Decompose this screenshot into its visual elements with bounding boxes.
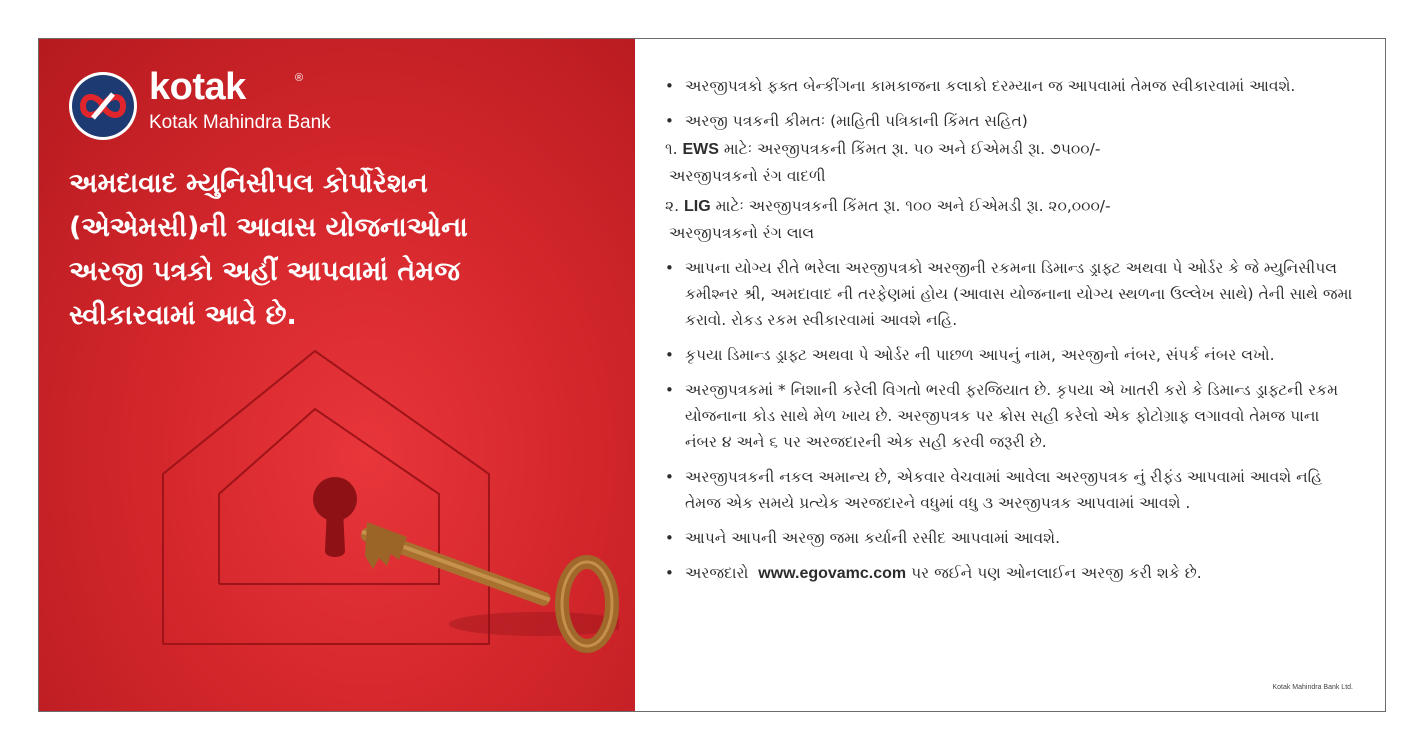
list-item	[665, 255, 1355, 333]
bullet-icon: •	[665, 564, 674, 582]
list-item	[665, 525, 1355, 551]
logo-circle	[69, 72, 137, 140]
price-item-category: LIG	[683, 198, 711, 215]
bullet-icon: •	[665, 346, 674, 364]
brand-subtitle: Kotak Mahindra Bank	[149, 112, 331, 133]
kotak-logo	[69, 66, 369, 142]
keyhole-icon	[313, 477, 357, 557]
price-item-category: EWS	[682, 141, 719, 158]
headline-line: અરજી પત્રકો અહીં આપવામાં તેમજ	[69, 256, 460, 287]
infinity-logo-icon	[72, 75, 134, 137]
online-prefix: અરજદારો	[685, 564, 749, 582]
headline-line: સ્વીકારવામાં આવે છે.	[69, 300, 297, 331]
list-item	[665, 464, 1355, 516]
price-item-color: અરજીપત્રકનો રંગ લાલ	[669, 224, 815, 242]
term-text: આપના યોગ્ય રીતે ભરેલા અરજીપત્રકો અરજીની રકમના ડિમાન્ડ ડ્રાફ્ટ અથવા પે ઓર્ડર કે જે મ્યુનિસીપલ કમીશ્નર શ્રી, અમદાવાદ ની તરફેણમાં હોય (આવાસ યોજનાના યોગ્ય સ્થળના ઉલ્લેખ સાથે) તેની સાથે જમા કરાવો. રોકડ રકમ સ્વીકારવામાં આવશે નહિ.	[685, 259, 1353, 329]
advertisement	[38, 38, 1386, 712]
bullet-icon: •	[665, 77, 674, 95]
term-text: અરજીપત્રકમાં * નિશાની કરેલી વિગતો ભરવી ફરજિયાત છે. કૃપયા એ ખાતરી કરો કે ડિમાન્ડ ડ્રાફ્ટની રકમ યોજનાના કોડ સાથે મેળ ખાય છે. અરજીપત્રક પર ક્રોસ સહી કરેલો એક ફોટોગ્રાફ લગાવવો તેમજ પાના નંબર ૪ અને ૬ પર અરજદારની એક સહી કરવી જરૂરી છે.	[685, 381, 1339, 451]
price-item-number: ૧.	[665, 140, 678, 158]
headline	[69, 162, 589, 338]
bullet-icon: •	[665, 381, 674, 399]
list-item	[665, 377, 1355, 455]
headline-line: અમદાવાદ મ્યુનિસીપલ કોર્પોરેશન	[69, 168, 428, 199]
price-item-lig	[665, 193, 1355, 246]
terms-panel	[635, 39, 1385, 711]
term-text: અરજીપત્રકો ફક્ત બેન્કીંગના કામકાજના કલાકો દરમ્યાન જ આપવામાં તેમજ સ્વીકારવામાં આવશે.	[685, 77, 1296, 95]
website-link[interactable]: www.egovamc.com	[758, 565, 907, 582]
bullet-icon: •	[665, 529, 674, 547]
term-text: આપને આપની અરજી જમા કર્યાની રસીદ આપવામાં આવશે.	[685, 529, 1061, 547]
footer-text: Kotak Mahindra Bank Ltd.	[1272, 684, 1353, 691]
bullet-icon: •	[665, 468, 674, 486]
price-item-text: માટેઃ અરજીપત્રકની કિંમત રૂા. ૫૦ અને ઈએમડી રૂા. ૭૫૦૦/-	[723, 140, 1101, 158]
registered-mark: ®	[295, 72, 304, 84]
price-item-number: ૨.	[665, 197, 680, 215]
term-text: અરજી પત્રકની કીમતઃ (માહિતી પત્રિકાની કિંમત સહિત)	[685, 112, 1028, 130]
term-text: અરજીપત્રકની નકલ અમાન્ય છે, એકવાર વેચવામાં આવેલા અરજીપત્રક નું રીફંડ આપવામાં આવશે નહિ તેમજ એક સમયે પ્રત્યેક અરજદારને વધુમાં વધુ ૩ અરજીપત્રક આપવામાં આવશે .	[685, 468, 1323, 512]
price-item-ews	[665, 136, 1355, 189]
list-item	[665, 73, 1355, 99]
list-item-online	[665, 560, 1355, 587]
price-item-color: અરજીપત્રકનો રંગ વાદળી	[669, 167, 826, 185]
house-key-illustration	[159, 344, 619, 674]
list-item	[665, 342, 1355, 368]
bullet-icon: •	[665, 259, 674, 277]
terms-list	[665, 73, 1355, 596]
bullet-icon: •	[665, 112, 674, 130]
promo-panel	[39, 39, 635, 711]
online-suffix: પર જઈને પણ ઓનલાઈન અરજી કરી શકે છે.	[911, 564, 1202, 582]
term-text: કૃપયા ડિમાન્ડ ડ્રાફ્ટ અથવા પે ઓર્ડર ની પાછળ આપનું નામ, અરજીનો નંબર, સંપર્ક નંબર લખો.	[685, 346, 1275, 364]
list-item	[665, 108, 1355, 134]
price-item-text: માટેઃ અરજીપત્રકની કિંમત રૂા. ૧૦૦ અને ઈએમડી રૂા. ૨૦,૦૦૦/-	[715, 197, 1111, 215]
headline-line: (એએમસી)ની આવાસ યોજનાઓના	[69, 212, 468, 243]
brand-name: kotak	[149, 66, 246, 108]
